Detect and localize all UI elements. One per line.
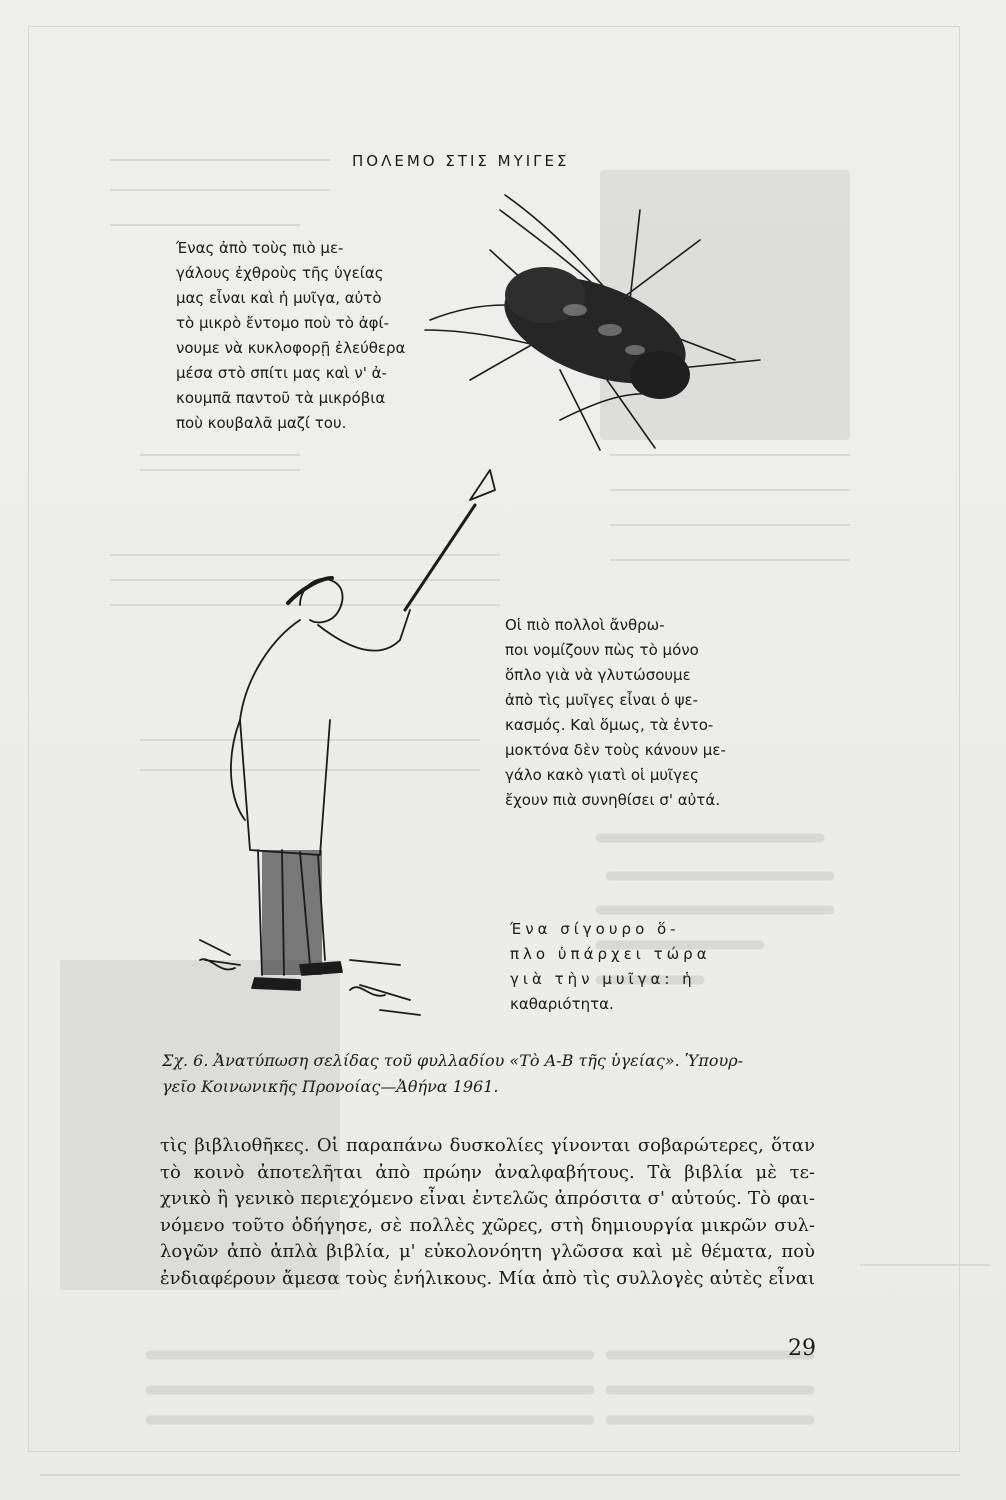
caption-line: γεῖο Κοινωνικῆς Προνοίας—Ἀθήνα 1961. bbox=[162, 1077, 499, 1096]
closing-line: Ένα σίγουρο ὅ- bbox=[510, 920, 680, 938]
body-line: τὸ κοινὸ ἀποτελῆται ἀπὸ πρώην ἀναλφαβήτους. Τὰ βιβλία μὲ τε- bbox=[160, 1161, 815, 1183]
intro-line: νουμε νὰ κυκλοφορῇ ἐλεύθερα bbox=[176, 339, 406, 357]
intro-paragraph bbox=[176, 236, 446, 436]
body-line: νόμενο τοῦτο ὁδήγησε, σὲ πολλὲς χῶρες, στὴ δημιουργία μικρῶν συλ- bbox=[160, 1214, 815, 1236]
middle-line: Οἱ πιὸ πολλοὶ ἄνθρω- bbox=[505, 616, 665, 634]
closing-line: γιὰ τὴν μυῖγα: ἡ bbox=[510, 970, 696, 988]
leaflet-title: ΠΟΛΕΜΟ ΣΤΙΣ ΜΥΙΓΕΣ bbox=[352, 152, 570, 170]
middle-line: ἔχουν πιὰ συνηθίσει σ' αὐτά. bbox=[505, 791, 720, 809]
intro-line: μέσα στὸ σπίτι μας καὶ ν' ἀ- bbox=[176, 364, 387, 382]
page-number: 29 bbox=[788, 1336, 816, 1361]
middle-line: κασμός. Καὶ ὅμως, τὰ ἐντο- bbox=[505, 716, 714, 734]
middle-line: μοκτόνα δὲν τοὺς κάνουν με- bbox=[505, 741, 726, 759]
intro-line: γάλους ἐχθροὺς τῆς ὑγείας bbox=[176, 264, 384, 282]
body-line: λογῶν ἀπὸ ἁπλὰ βιβλία, μ' εὐκολονόητη γλῶσσα καὶ μὲ θέματα, ποὺ bbox=[160, 1241, 815, 1262]
caption-line: Σχ. 6. Ἀνατύπωση σελίδας τοῦ φυλλαδίου «Τὸ Α-Β τῆς ὑγείας». Ὑπουρ- bbox=[162, 1051, 744, 1070]
closing-line: καθαριότητα. bbox=[510, 995, 614, 1013]
middle-line: ποι νομίζουν πὼς τὸ μόνο bbox=[505, 641, 699, 659]
body-line: τὶς βιβλιοθῆκες. Οἱ παραπάνω δυσκολίες γίνονται σοβαρώτερες, ὅταν bbox=[160, 1135, 815, 1156]
body-paragraph bbox=[160, 1133, 815, 1292]
intro-line: κουμπᾶ παντοῦ τὰ μικρόβια bbox=[176, 389, 386, 407]
middle-paragraph bbox=[505, 613, 750, 813]
body-line: ἐνδιαφέρουν ἄμεσα τοὺς ἐνήλικους. Μία ἀπὸ τὶς συλλογὲς αὐτὲς εἶναι bbox=[160, 1267, 815, 1289]
closing-line: πλο ὑπάρχει τώρα bbox=[510, 945, 711, 963]
intro-line: τὸ μικρὸ ἔντομο ποὺ τὸ ἀφί- bbox=[176, 314, 389, 332]
middle-line: ὅπλο γιὰ νὰ γλυτώσουμε bbox=[505, 666, 691, 684]
middle-line: ἀπὸ τὶς μυῖγες εἶναι ὁ ψε- bbox=[505, 691, 699, 709]
intro-line: μας εἶναι καὶ ἡ μυῖγα, αὐτὸ bbox=[176, 289, 382, 307]
figure-caption bbox=[162, 1048, 812, 1100]
closing-paragraph bbox=[510, 917, 770, 1017]
intro-line: Ένας ἀπὸ τοὺς πιὸ με- bbox=[176, 239, 344, 257]
body-line: χνικὸ ἢ γενικὸ περιεχόμενο εἶναι ἐντελῶς ἀπρόσιτα σ' αὐτούς. Τὸ φαι- bbox=[160, 1188, 815, 1209]
intro-line: ποὺ κουβαλᾶ μαζί του. bbox=[176, 414, 347, 432]
trousers-shading bbox=[262, 850, 322, 975]
swatter-handle bbox=[405, 505, 475, 610]
middle-line: γάλο κακὸ γιατὶ οἱ μυῖγες bbox=[505, 766, 699, 784]
